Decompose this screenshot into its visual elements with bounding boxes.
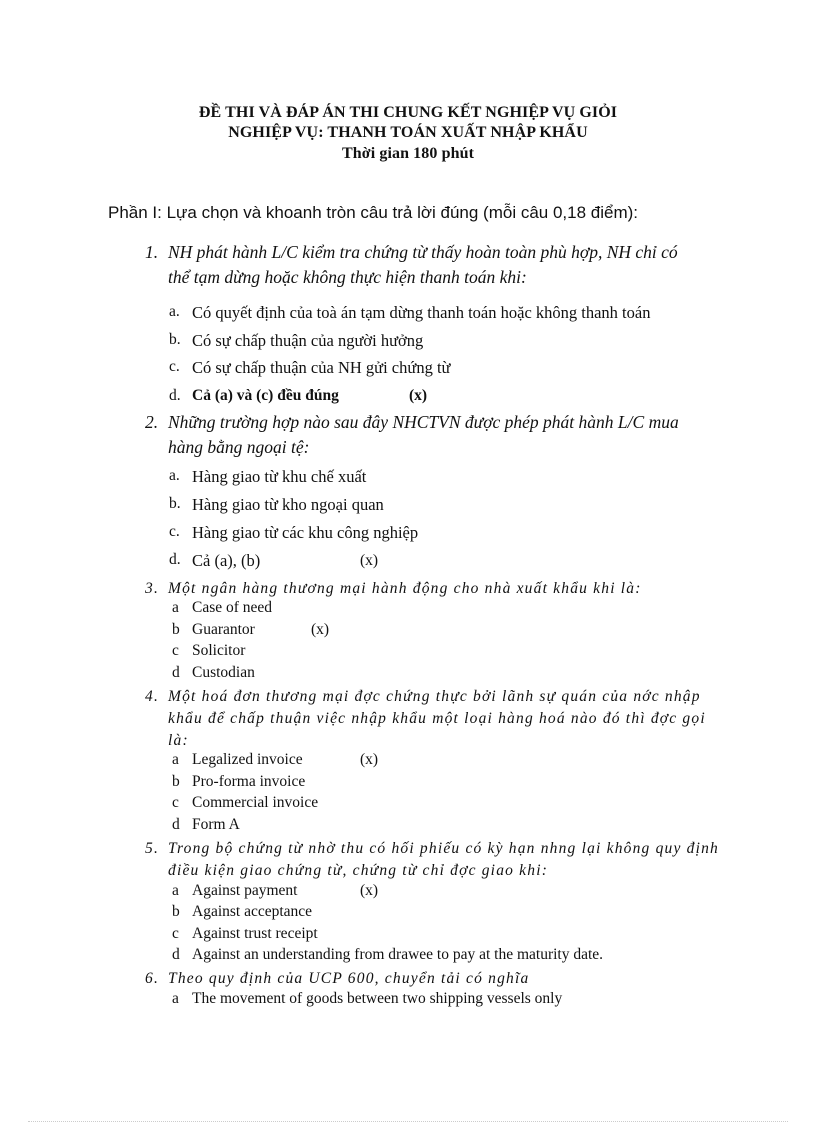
option-letter: a [172, 882, 179, 899]
question-line: khẩu để chấp thuận việc nhập khẩu một loại hàng hoá nào đó thì đợc gọi [168, 710, 706, 727]
section-title: Phần I: Lựa chọn và khoanh tròn câu trả lời đúng (mỗi câu 0,18 điểm): [108, 203, 638, 222]
question-line: thể tạm dừng hoặc không thực hiện thanh toán khi: [168, 267, 527, 287]
question-text [168, 578, 642, 600]
option-text: Legalized invoice [192, 751, 303, 768]
option-letter: a [172, 990, 179, 1007]
option-letter: b [172, 903, 180, 920]
option-letter: b [172, 773, 180, 790]
question-line: Trong bộ chứng từ nhờ thu có hối phiếu có kỳ hạn nhng lại không quy định [168, 840, 719, 857]
question-line: hàng bằng ngoại tệ: [168, 437, 310, 457]
option-letter: d [172, 816, 180, 833]
option-text: Against an understanding from drawee to pay at the maturity date. [192, 946, 604, 963]
correct-answer-mark: (x) [360, 882, 379, 899]
question-line: Một ngân hàng thương mại hành động cho nhà xuất khẩu khi là: [168, 580, 642, 597]
question-number: 4. [145, 688, 160, 705]
option-letter: d [172, 946, 180, 963]
question-text [168, 838, 719, 882]
option-text: Against payment [192, 882, 298, 899]
question-line: NH phát hành L/C kiểm tra chứng từ thấy hoàn toàn phù hợp, NH chỉ có [168, 242, 678, 262]
option-text: Cả (a), (b) [192, 551, 261, 570]
option-letter: c [172, 925, 179, 942]
option-letter: b [172, 621, 180, 638]
correct-answer-mark: (x) [311, 621, 330, 638]
option-letter: a. [169, 467, 180, 484]
option-text: Form A [192, 816, 240, 833]
document-subtitle: NGHIỆP VỤ: THANH TOÁN XUẤT NHẬP KHẨU [228, 124, 588, 141]
correct-answer-mark: (x) [360, 552, 379, 569]
question-number: 1. [145, 242, 159, 262]
option-letter: d. [169, 551, 181, 568]
option-text: Có sự chấp thuận của NH gửi chứng từ [192, 358, 451, 377]
option-letter: d [172, 664, 180, 681]
question-line: là: [168, 732, 189, 749]
option-text: Against acceptance [192, 903, 313, 920]
option-text: Hàng giao từ kho ngoại quan [192, 495, 384, 514]
option-text: Case of need [192, 599, 273, 616]
option-letter: a [172, 751, 179, 768]
page-bottom-divider [28, 1121, 788, 1122]
question-text [168, 410, 679, 460]
option-text: Against trust receipt [192, 925, 318, 942]
correct-answer-mark: (x) [360, 751, 379, 768]
option-letter: b. [169, 495, 181, 512]
option-letter: d. [169, 387, 181, 404]
option-letter: a. [169, 303, 180, 320]
option-letter: c. [169, 523, 180, 540]
option-letter: c. [169, 358, 180, 375]
question-number: 3. [145, 580, 160, 597]
question-line: điều kiện giao chứng từ, chứng từ chỉ đợc giao khi: [168, 862, 549, 879]
option-text: Có sự chấp thuận của người hưởng [192, 331, 424, 350]
question-line: Một hoá đơn thương mại đợc chứng thực bởi lãnh sự quán của nớc nhập [168, 688, 701, 705]
question-text [168, 686, 706, 752]
option-text: Hàng giao từ khu chế xuất [192, 467, 367, 486]
question-line: Theo quy định của UCP 600, chuyển tải có nghĩa [168, 970, 530, 987]
question-number: 5. [145, 840, 160, 857]
option-letter: b. [169, 331, 181, 348]
option-text: Hàng giao từ các khu công nghiệp [192, 523, 419, 542]
option-text: Commercial invoice [192, 794, 319, 811]
question-number: 2. [145, 412, 159, 432]
option-text: Có quyết định của toà án tạm dừng thanh toán hoặc không thanh toán [192, 303, 651, 322]
question-text [168, 240, 678, 290]
exam-duration: Thời gian 180 phút [341, 145, 475, 162]
option-text: Custodian [192, 664, 255, 681]
option-text: Cả (a) và (c) đều đúng [192, 387, 339, 404]
option-text: The movement of goods between two shipping vessels only [192, 990, 563, 1007]
question-text [168, 968, 529, 990]
option-text: Guarantor [192, 621, 255, 638]
question-line: Những trường hợp nào sau đây NHCTVN được phép phát hành L/C mua [168, 412, 679, 432]
question-number: 6. [145, 970, 160, 987]
option-text: Solicitor [192, 642, 246, 659]
correct-answer-mark: (x) [409, 387, 428, 404]
option-text: Pro-forma invoice [192, 773, 306, 790]
option-letter: c [172, 642, 179, 659]
option-letter: c [172, 794, 179, 811]
document-title: ĐỀ THI VÀ ĐÁP ÁN THI CHUNG KẾT NGHIỆP VỤ GIỎI [198, 104, 618, 121]
option-letter: a [172, 599, 179, 616]
